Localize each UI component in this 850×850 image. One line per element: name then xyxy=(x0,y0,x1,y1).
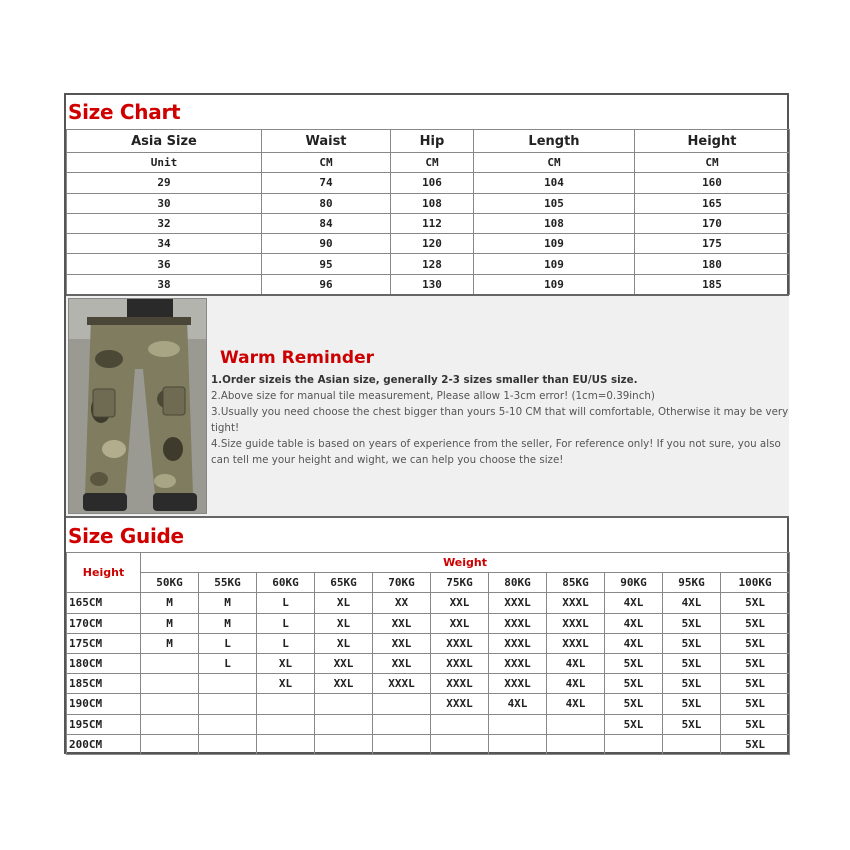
size-chart-cell: 104 xyxy=(474,173,635,193)
size-cell: XXXL xyxy=(547,593,605,613)
size-chart-cell: 109 xyxy=(474,234,635,254)
table-row xyxy=(67,193,790,213)
size-chart-cell: Unit xyxy=(67,153,262,173)
size-chart-cell: 105 xyxy=(474,193,635,213)
size-cell xyxy=(141,714,199,734)
size-cell: XXXL xyxy=(431,653,489,673)
table-row xyxy=(67,633,790,653)
size-cell: 5XL xyxy=(605,653,663,673)
size-cell xyxy=(663,734,721,754)
weight-cell: 55KG xyxy=(199,573,257,593)
size-cell: 4XL xyxy=(547,653,605,673)
size-cell: 5XL xyxy=(605,714,663,734)
size-cell: XL xyxy=(315,633,373,653)
size-cell: 5XL xyxy=(663,694,721,714)
size-cell xyxy=(431,734,489,754)
size-cell xyxy=(315,694,373,714)
size-cell xyxy=(315,714,373,734)
size-chart-cell: 109 xyxy=(474,254,635,274)
size-cell: 5XL xyxy=(605,674,663,694)
size-chart-cell: 90 xyxy=(262,234,391,254)
size-chart-header-cell: Hip xyxy=(391,130,474,153)
size-cell: XXXL xyxy=(489,674,547,694)
reminder-line-3: 3.Usually you need choose the chest bigger than yours 5-10 CM that will comfortable, Otherwise it may be very tight! xyxy=(211,406,789,434)
size-cell: XXL xyxy=(431,593,489,613)
size-cell: 5XL xyxy=(605,694,663,714)
size-cell: 5XL xyxy=(721,694,790,714)
size-cell: 5XL xyxy=(663,674,721,694)
size-chart-cell: 36 xyxy=(67,254,262,274)
size-chart-cell: CM xyxy=(391,153,474,173)
weight-cell: 85KG xyxy=(547,573,605,593)
size-cell: XXXL xyxy=(489,613,547,633)
height-cell: 175CM xyxy=(67,633,141,653)
size-cell xyxy=(257,714,315,734)
product-photo xyxy=(68,298,207,514)
size-cell: 4XL xyxy=(547,694,605,714)
size-cell: M xyxy=(141,593,199,613)
size-cell: L xyxy=(257,593,315,613)
size-cell: XL xyxy=(257,674,315,694)
size-cell: XL xyxy=(315,613,373,633)
table-row xyxy=(67,593,790,613)
weight-cell: 90KG xyxy=(605,573,663,593)
weight-header-row xyxy=(67,573,790,593)
size-chart-cell: CM xyxy=(262,153,391,173)
size-cell: 4XL xyxy=(605,613,663,633)
warm-reminder-section xyxy=(66,294,789,518)
size-chart-cell: 130 xyxy=(391,274,474,294)
size-cell: XXXL xyxy=(547,633,605,653)
size-cell xyxy=(141,653,199,673)
size-cell xyxy=(199,674,257,694)
size-cell: 5XL xyxy=(721,734,790,754)
size-cell: M xyxy=(141,633,199,653)
table-row xyxy=(67,694,790,714)
size-chart-cell: 170 xyxy=(635,213,790,233)
size-chart-cell: 112 xyxy=(391,213,474,233)
size-cell: XXL xyxy=(315,674,373,694)
size-cell xyxy=(199,714,257,734)
size-chart-cell: 30 xyxy=(67,193,262,213)
height-header: Height xyxy=(67,553,141,593)
size-cell: L xyxy=(199,633,257,653)
weight-cell: 65KG xyxy=(315,573,373,593)
reminder-line-2: 2.Above size for manual tile measurement, Please allow 1-3cm error! (1cm=0.39inch) xyxy=(211,390,655,402)
size-chart-header-cell: Length xyxy=(474,130,635,153)
size-cell: 4XL xyxy=(547,674,605,694)
size-chart-cell: 29 xyxy=(67,173,262,193)
size-cell xyxy=(489,734,547,754)
size-cell: XX xyxy=(373,593,431,613)
camo-pants-image xyxy=(69,299,207,514)
size-cell xyxy=(605,734,663,754)
size-cell: 5XL xyxy=(721,633,790,653)
size-cell xyxy=(257,694,315,714)
size-guide-table xyxy=(66,552,790,755)
size-chart-cell: CM xyxy=(474,153,635,173)
table-row xyxy=(67,153,790,173)
size-cell xyxy=(489,714,547,734)
table-row xyxy=(67,674,790,694)
size-chart-panel xyxy=(64,93,789,754)
table-row xyxy=(67,653,790,673)
height-cell: 165CM xyxy=(67,593,141,613)
size-chart-cell: 96 xyxy=(262,274,391,294)
weight-cell: 80KG xyxy=(489,573,547,593)
size-cell: XXXL xyxy=(489,633,547,653)
warm-reminder-title: Warm Reminder xyxy=(220,348,374,368)
size-chart-cell: CM xyxy=(635,153,790,173)
weight-cell: 60KG xyxy=(257,573,315,593)
size-cell: XXL xyxy=(315,653,373,673)
height-cell: 185CM xyxy=(67,674,141,694)
size-cell: XXL xyxy=(431,613,489,633)
size-cell: XXXL xyxy=(373,674,431,694)
size-cell: XXXL xyxy=(547,613,605,633)
size-cell: 5XL xyxy=(721,613,790,633)
size-cell: XXL xyxy=(373,653,431,673)
size-cell: XXL xyxy=(373,613,431,633)
size-chart-cell: 180 xyxy=(635,254,790,274)
size-cell: XL xyxy=(315,593,373,613)
warm-reminder-text xyxy=(211,372,789,468)
table-row xyxy=(67,213,790,233)
size-cell xyxy=(547,734,605,754)
size-cell xyxy=(199,734,257,754)
size-cell: L xyxy=(199,653,257,673)
size-cell: 5XL xyxy=(721,653,790,673)
table-row xyxy=(67,613,790,633)
size-chart-header-cell: Height xyxy=(635,130,790,153)
weight-cell: 75KG xyxy=(431,573,489,593)
reminder-line-1: 1.Order sizeis the Asian size, generally 2-3 sizes smaller than EU/US size. xyxy=(211,374,638,386)
height-cell: 190CM xyxy=(67,694,141,714)
size-cell xyxy=(431,714,489,734)
height-cell: 200CM xyxy=(67,734,141,754)
size-chart-cell: 95 xyxy=(262,254,391,274)
size-cell: 4XL xyxy=(605,593,663,613)
size-cell: 5XL xyxy=(663,714,721,734)
size-cell: 5XL xyxy=(663,633,721,653)
size-cell: 4XL xyxy=(489,694,547,714)
size-cell: 4XL xyxy=(605,633,663,653)
size-chart-cell: 38 xyxy=(67,274,262,294)
size-cell xyxy=(141,694,199,714)
size-cell xyxy=(373,694,431,714)
size-cell xyxy=(373,734,431,754)
size-chart-cell: 34 xyxy=(67,234,262,254)
size-chart-cell: 32 xyxy=(67,213,262,233)
size-cell xyxy=(315,734,373,754)
size-cell xyxy=(141,734,199,754)
weight-header: Weight xyxy=(141,553,790,573)
size-chart-cell: 109 xyxy=(474,274,635,294)
height-cell: 170CM xyxy=(67,613,141,633)
size-chart-cell: 80 xyxy=(262,193,391,213)
size-chart-cell: 108 xyxy=(391,193,474,213)
size-chart-cell: 165 xyxy=(635,193,790,213)
size-cell xyxy=(141,674,199,694)
size-cell: XXXL xyxy=(431,674,489,694)
size-cell: M xyxy=(199,593,257,613)
size-cell: 5XL xyxy=(721,593,790,613)
size-cell: L xyxy=(257,613,315,633)
size-chart-header-row xyxy=(67,130,790,153)
weight-cell: 70KG xyxy=(373,573,431,593)
table-row xyxy=(67,274,790,294)
size-chart-cell: 185 xyxy=(635,274,790,294)
size-cell xyxy=(547,714,605,734)
size-cell xyxy=(257,734,315,754)
weight-cell: 100KG xyxy=(721,573,790,593)
size-cell: 5XL xyxy=(663,653,721,673)
height-cell: 180CM xyxy=(67,653,141,673)
size-cell: M xyxy=(141,613,199,633)
table-row xyxy=(67,234,790,254)
size-chart-table xyxy=(66,129,790,295)
size-cell: 5XL xyxy=(663,613,721,633)
size-chart-cell: 175 xyxy=(635,234,790,254)
size-chart-cell: 160 xyxy=(635,173,790,193)
size-cell: XXXL xyxy=(489,593,547,613)
size-cell: XL xyxy=(257,653,315,673)
size-chart-header-cell: Asia Size xyxy=(67,130,262,153)
size-cell: XXL xyxy=(373,633,431,653)
size-cell: M xyxy=(199,613,257,633)
size-cell: XXXL xyxy=(431,633,489,653)
size-chart-cell: 106 xyxy=(391,173,474,193)
size-guide-title: Size Guide xyxy=(68,524,184,548)
weight-cell: 95KG xyxy=(663,573,721,593)
size-chart-cell: 84 xyxy=(262,213,391,233)
size-cell: 5XL xyxy=(721,674,790,694)
size-cell: XXXL xyxy=(489,653,547,673)
size-chart-cell: 74 xyxy=(262,173,391,193)
size-chart-cell: 108 xyxy=(474,213,635,233)
height-cell: 195CM xyxy=(67,714,141,734)
reminder-line-4: 4.Size guide table is based on years of experience from the seller, For reference only! If you not sure, you also can tell me your height and wight, we can help you choose the size! xyxy=(211,438,781,466)
size-cell xyxy=(373,714,431,734)
size-chart-title: Size Chart xyxy=(68,100,181,124)
size-cell: XXXL xyxy=(431,694,489,714)
size-chart-cell: 120 xyxy=(391,234,474,254)
table-row xyxy=(67,254,790,274)
size-cell: L xyxy=(257,633,315,653)
size-cell xyxy=(199,694,257,714)
size-chart-cell: 128 xyxy=(391,254,474,274)
table-row xyxy=(67,734,790,754)
size-cell: 5XL xyxy=(721,714,790,734)
table-row xyxy=(67,173,790,193)
table-row xyxy=(67,714,790,734)
weight-cell: 50KG xyxy=(141,573,199,593)
size-chart-header-cell: Waist xyxy=(262,130,391,153)
size-cell: 4XL xyxy=(663,593,721,613)
